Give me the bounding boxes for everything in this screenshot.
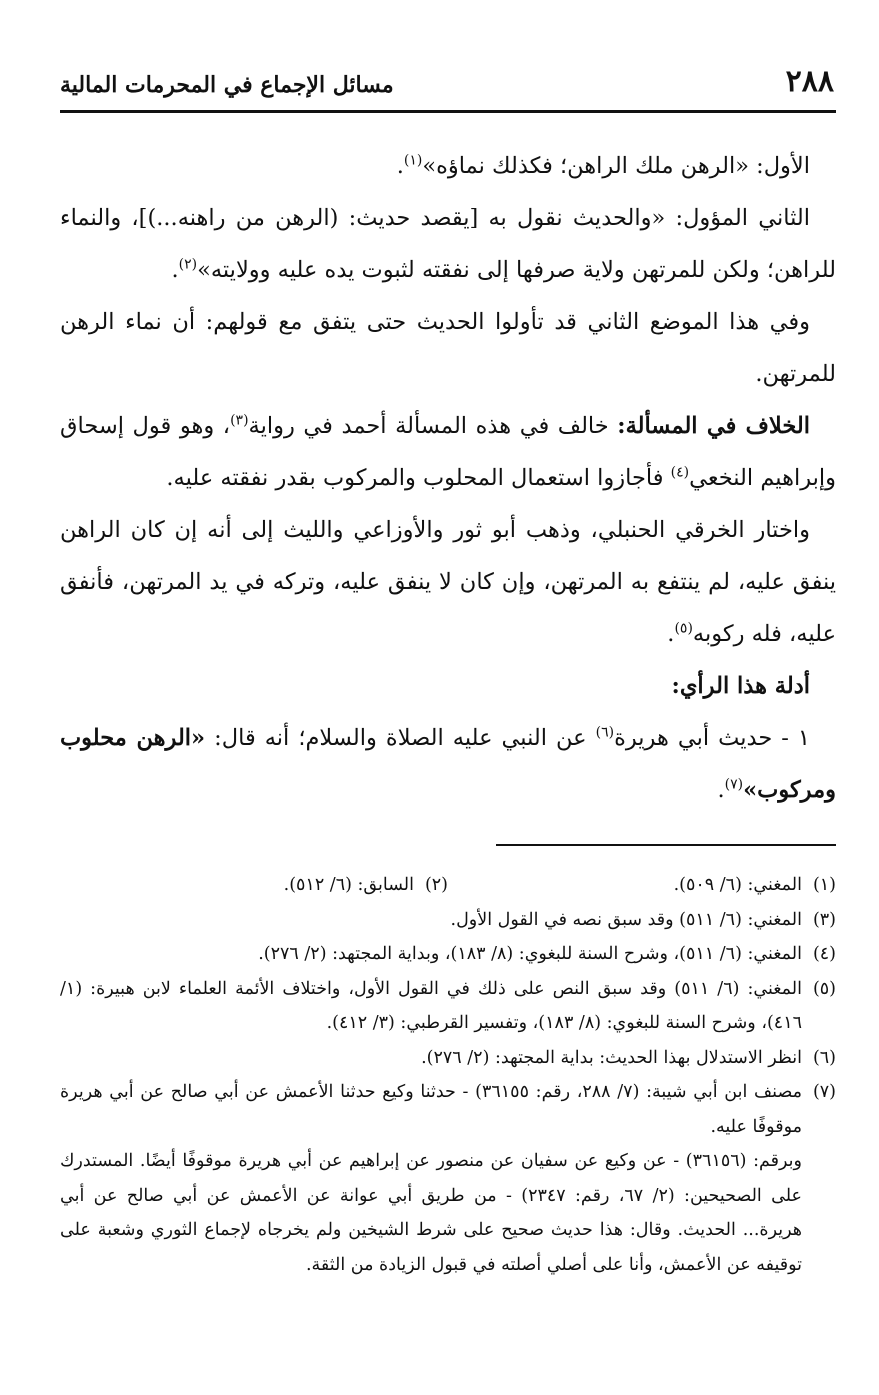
footnote-ref[interactable]: (٥) <box>674 620 693 637</box>
running-title: مسائل الإجماع في المحرمات المالية <box>60 72 394 98</box>
paragraph-text: ١ - حديث أبي هريرة <box>614 725 810 751</box>
paragraph-evidence-hadith <box>60 712 836 816</box>
footnote-ref[interactable]: (٣) <box>230 412 249 429</box>
footnote-number: (٧) <box>812 1082 836 1102</box>
footnote-number: (٣) <box>812 909 836 930</box>
main-text <box>60 140 836 816</box>
footnote-number: (٢) <box>424 875 448 895</box>
footnote-ref[interactable]: (٤) <box>670 464 690 481</box>
paragraph-text: واختار الخرقي الحنبلي، وذهب أبو ثور والأوزاعي والليث إلى أنه إن كان الراهن ينفق عليه، لم ينتفع به المرتهن، وإن كان لا ينفق عليه، وتركه في يد المرتهن، فأنفق عليه، فله ركوبه <box>60 517 836 647</box>
footnote-row <box>60 868 836 903</box>
footnote-text: السابق: (٦/ ٥١٢). <box>283 875 414 895</box>
footnote-separator <box>496 844 836 846</box>
book-page <box>60 60 836 1282</box>
footnote-text: المغني: (٦/ ٥١١)، وشرح السنة للبغوي: (٨/ ١٨٣)، وبداية المجتهد: (٢/ ٢٧٦). <box>258 944 802 964</box>
footnote-ref[interactable]: (٦) <box>595 724 615 741</box>
punctuation: . <box>396 153 404 179</box>
header-rule <box>60 110 836 113</box>
paragraph-text: فأجازوا استعمال المحلوب والمركوب بقدر نفقته عليه. <box>166 465 671 491</box>
footnote-7-continuation: وبرقم: (٣٦١٥٦) - عن وكيع عن سفيان عن منصور عن إبراهيم عن أبي هريرة موقوفًا أيضًا. المستدرك على الصحيحين: (٢/ ٦٧، رقم: ٢٣٤٧) - من طريق أبي عوانة عن الأعمش عن أبي صالح عن أبي هريرة... الحديث. وقال: هذا حديث صحيح على شرط الشيخين ولم يخرجاه لإجماع الثوري وشعبة على توقيفه عن الأعمش، وأنا على أصلي أصلته في قبول الزيادة من الثقة. <box>60 1151 802 1275</box>
footnote-7 <box>60 1075 836 1144</box>
footnote-1 <box>448 868 836 903</box>
paragraph-interpretation: وفي هذا الموضع الثاني قد تأولوا الحديث حتى يتفق مع قولهم: أن نماء الرهن للمرتهن. <box>60 309 836 387</box>
footnote-ref[interactable]: (٢) <box>178 256 198 273</box>
footnote-text: المغني: (٦/ ٥١١) وقد سبق النص على ذلك في القول الأول، واختلاف الأئمة العلماء لابن هبيرة: (١/ ٤١٦)، وشرح السنة للبغوي: (٨/ ١٨٣)، وتفسير القرطبي: (٣/ ٤١٢). <box>60 978 802 1033</box>
punctuation: . <box>717 777 725 803</box>
paragraph-text: خالف في هذه المسألة أحمد في رواية <box>248 413 618 439</box>
footnote-text: المغني: (٦/ ٥٠٩). <box>673 875 802 895</box>
footnote-2 <box>60 868 448 903</box>
paragraph-kharqi <box>60 504 836 660</box>
paragraph-first-view <box>60 140 836 192</box>
section-heading: الخلاف في المسألة: <box>617 413 810 439</box>
footnote-number: (٦) <box>812 1047 836 1068</box>
footnote-number: (٤) <box>812 944 836 964</box>
page-number: ٢٨٨ <box>785 64 834 99</box>
paragraph-second-view <box>60 192 836 296</box>
section-heading-evidence: أدلة هذا الرأي: <box>671 673 810 699</box>
footnote-number: (٥) <box>812 978 836 999</box>
page-header <box>60 60 836 112</box>
footnote-5 <box>60 972 836 1041</box>
paragraph-text: الثاني المؤول: «والحديث نقول به [يقصد حديث: (الرهن من راهنه...)]، والنماء للراهن؛ ولكن للمرتهن ولاية صرفها إلى نفقته لثبوت يده عليه وولايته» <box>60 205 836 283</box>
footnote-ref[interactable]: (٧) <box>724 776 744 793</box>
paragraph-text: الأول: «الرهن ملك الراهن؛ فكذلك نماؤه» <box>422 153 810 179</box>
footnote-number: (١) <box>812 875 836 895</box>
footnote-3 <box>60 903 836 938</box>
footnote-text: انظر الاستدلال بهذا الحديث: بداية المجتهد: (٢/ ٢٧٦). <box>421 1047 802 1068</box>
paragraph-text: عن النبي عليه الصلاة والسلام؛ أنه قال: <box>205 725 596 751</box>
hadith-quote: «الرهن محلوب ومركوب» <box>60 725 836 803</box>
footnotes <box>60 868 836 1282</box>
footnote-text: مصنف ابن أبي شيبة: (٧/ ٢٨٨، رقم: ٣٦١٥٥) - حدثنا وكيع حدثنا الأعمش عن أبي صالح عن أبي هريرة موقوفًا عليه. <box>60 1082 802 1137</box>
paragraph-disagreement <box>60 400 836 504</box>
footnote-ref[interactable]: (١) <box>403 152 423 169</box>
footnote-4 <box>60 937 836 972</box>
punctuation: . <box>171 257 179 283</box>
footnote-6 <box>60 1041 836 1076</box>
punctuation: . <box>667 621 675 647</box>
footnote-text: المغني: (٦/ ٥١١) وقد سبق نصه في القول الأول. <box>450 909 802 930</box>
paragraph-text: ، وهو قول إسحاق وإبراهيم النخعي <box>60 413 836 491</box>
